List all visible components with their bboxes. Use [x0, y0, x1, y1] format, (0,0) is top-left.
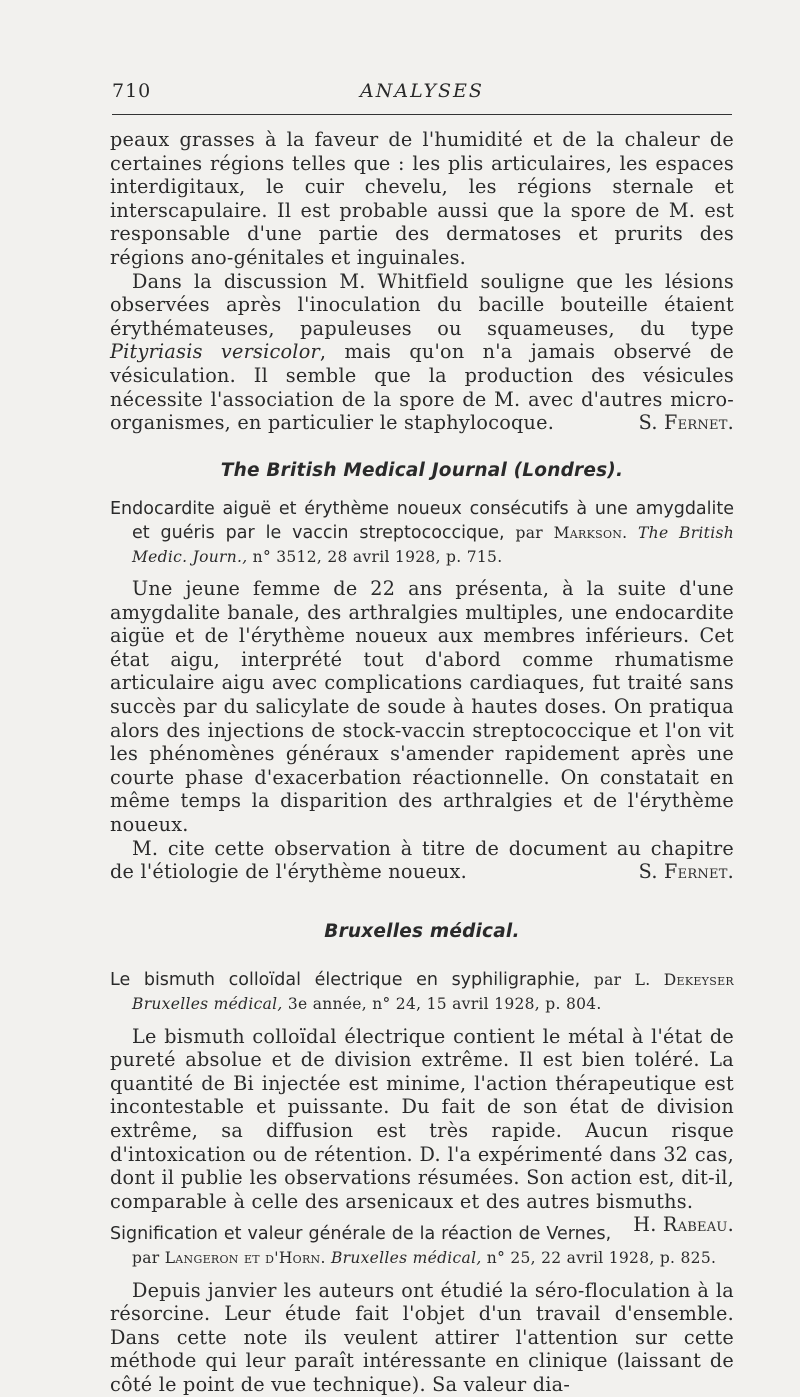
ref-par: par	[515, 523, 543, 542]
ref-journal: Bruxelles médical,	[330, 1248, 482, 1267]
journal-heading: The British Medical Journal (Londres).	[220, 459, 624, 481]
journal-heading: Bruxelles médical.	[324, 920, 520, 942]
author: Langeron et d'Horn.	[164, 1248, 326, 1267]
paragraph: Depuis janvier les auteurs ont étudié la séro-floculation à la résorcine. Leur étude fait l'objet d'un travail d'ensemble. Dans cette note ils veulent attirer l'attention sur cette méthode qui leur paraît intéressante en clinique (laissant de côté le point de vue technique). Sa valeur dia-	[110, 1278, 734, 1396]
page-number: 710	[112, 80, 152, 102]
ref-par: par	[593, 971, 622, 990]
text-run: , mais qu'on n'a jamais observé de vésiculation. Il semble que la production des vésicules nécessite l'association de la spore de M. avec d'autres micro-organismes, en particulier le staphylocoque.	[110, 340, 734, 435]
spacer	[110, 569, 734, 577]
spacer	[110, 1271, 734, 1279]
signature: S. Fernet.	[638, 860, 734, 884]
ref-par: par	[132, 1248, 160, 1267]
ref-details: 3e année, n° 24, 15 avril 1928, p. 804.	[287, 995, 602, 1013]
paragraph	[110, 837, 734, 884]
header-rule	[112, 114, 732, 115]
page-content	[110, 128, 734, 1397]
article-title	[110, 969, 734, 1016]
signature: H. Rabeau.	[633, 1213, 734, 1237]
running-head: ANALYSES	[360, 80, 484, 102]
title-text: Signification et valeur générale de la réaction de Vernes,	[110, 1224, 612, 1245]
ref-journal: The British Medic. Journ.,	[132, 523, 735, 566]
ref-journal: Bruxelles médical,	[132, 995, 283, 1013]
paragraph	[110, 270, 734, 435]
page-header	[112, 78, 732, 108]
text-run: Le bismuth colloïdal électrique contient le métal à l'état de pureté absolue et de division extrême. Il est bien toléré. La quantité de Bi injectée est minime, l'action thérapeutique est incontestable et puissante. Du fait de son état de division extrême, sa diffusion est très rapide. Aucun risque d'intoxication ou de rétention. D. l'a expérimenté dans 32 cas, dont il publie les observations résumées. Son action est, dit-il, comparable à celle des arsenicaux et des autres bismuths.	[110, 1024, 734, 1213]
paragraph: Une jeune femme de 22 ans présenta, à la suite d'une amygdalite banale, des arthralgies multiples, une endocardite aigüe et de l'érythème noueux aux membres inférieurs. Cet état aigu, interprété tout d'abord comme rhumatisme articulaire aigu avec complications cardiaques, fut traité sans succès par du salicylate de soude à hautes doses. On pratiqua alors des injections de stock-vaccin streptococcique et l'on vit les phénomènes généraux s'amender rapidement après une courte phase d'exacerbation réactionnelle. On constatait en même temps la disparition des arthralgies et de l'érythème noueux.	[110, 577, 734, 837]
italic-term: Pityriasis versicolor	[110, 340, 320, 364]
title-text: Le bismuth colloïdal électrique en syphiligraphie,	[110, 970, 581, 991]
article-title	[110, 498, 734, 569]
title-text: Endocardite aiguë et érythème noueux consécutifs à une amygdalite et guéris par le vaccin streptococcique,	[110, 499, 734, 543]
ref-details: n° 3512, 28 avril 1928, p. 715.	[252, 547, 503, 566]
paragraph: peaux grasses à la faveur de l'humidité et de la chaleur de certaines régions telles que : les plis articulaires, les espaces interdigitaux, le cuir chevelu, les régions sternale et interscapulaire. Il est probable aussi que la spore de M. est responsable d'une partie des dermatoses et prurits des régions ano-génitales et inguinales.	[110, 128, 734, 269]
reference	[132, 1249, 716, 1267]
spacer	[110, 1017, 734, 1025]
text-run: Dans la discussion M. Whitfield souligne que les lésions observées après l'inoculation du bacille bouteille étaient érythémateuses, papuleuses ou squameuses, du type	[110, 269, 734, 340]
ref-details: n° 25, 22 avril 1928, p. 825.	[486, 1248, 717, 1267]
author: Markson.	[553, 523, 628, 542]
text-run: M. cite cette observation à titre de document au chapitre de l'étiologie de l'érythème noueux.	[110, 836, 734, 884]
signature: S. Fernet.	[638, 411, 734, 435]
author: L. Dekeyser	[634, 971, 734, 990]
